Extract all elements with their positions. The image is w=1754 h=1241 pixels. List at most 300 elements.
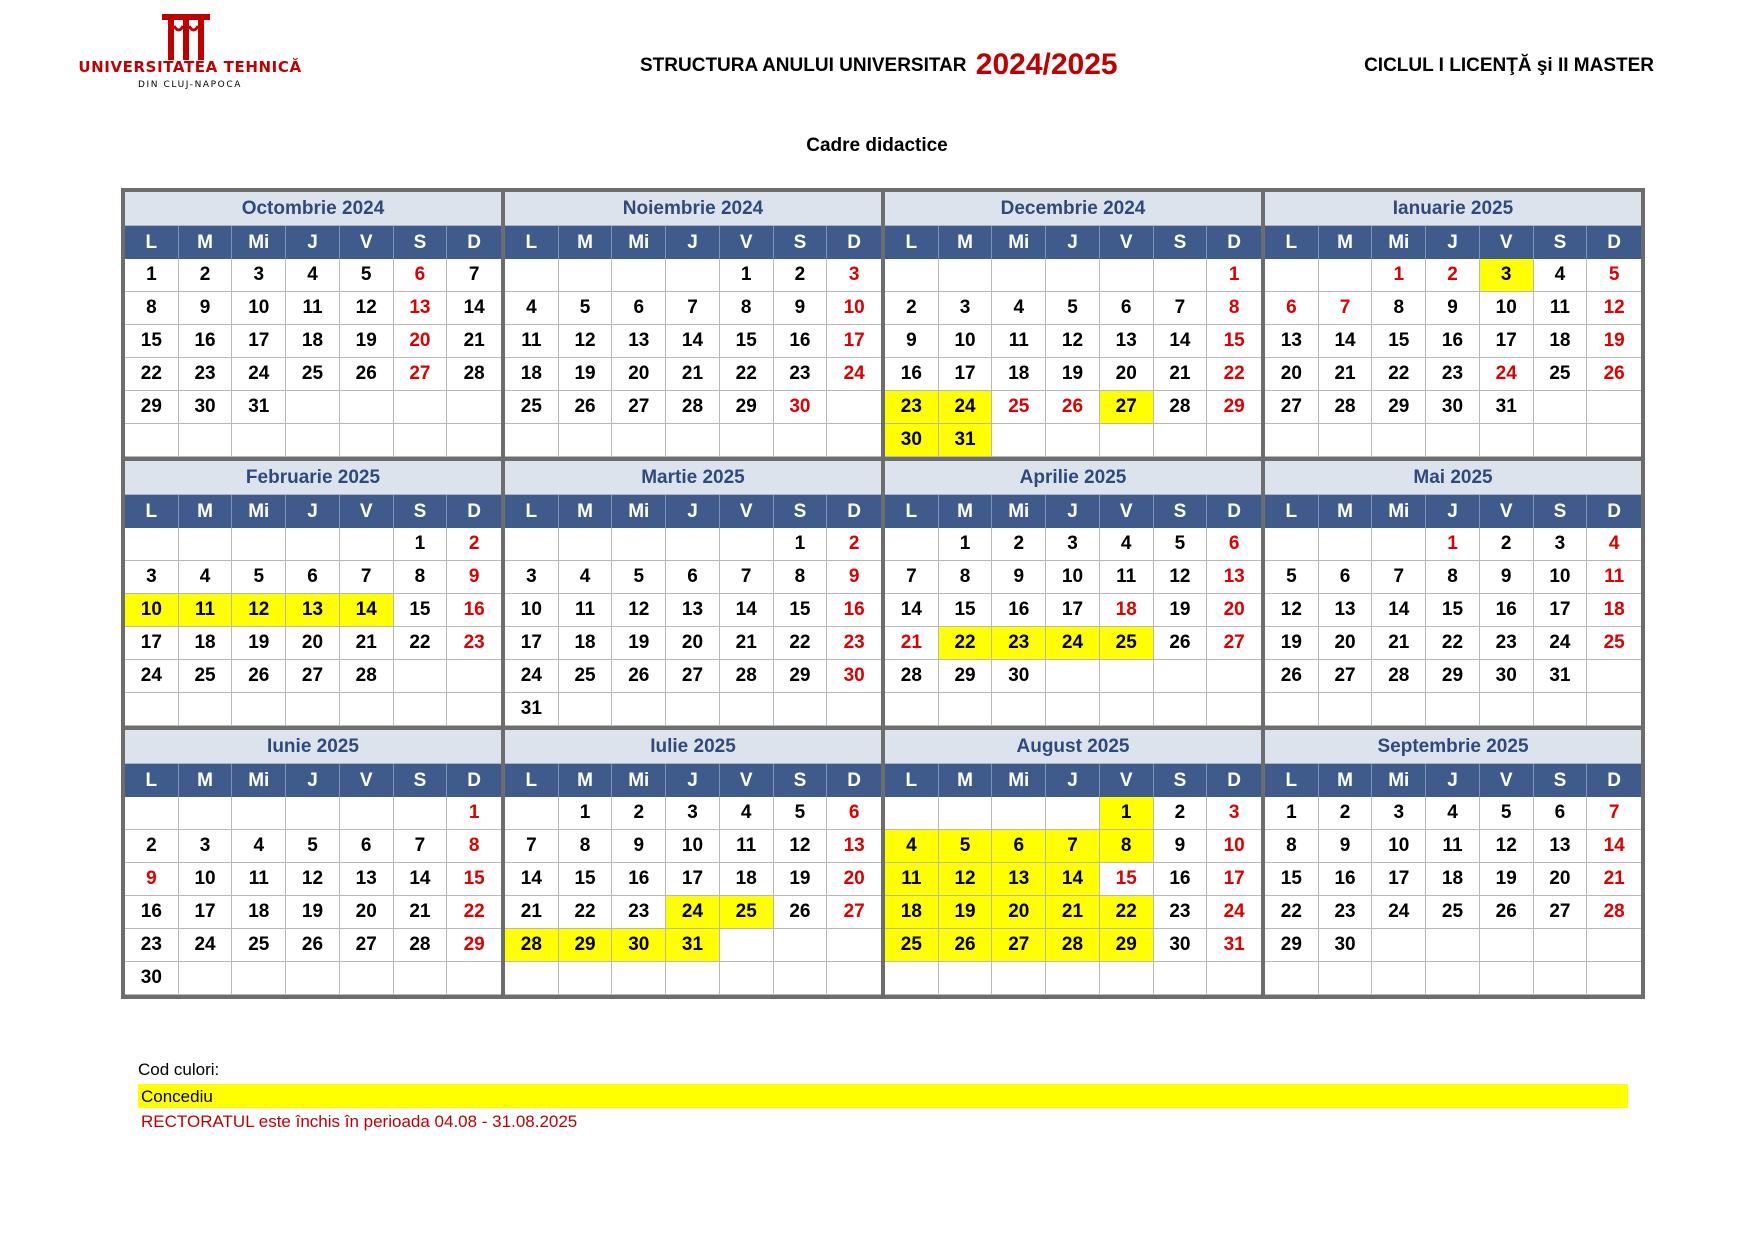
- month-title: Decembrie 2024: [885, 192, 1261, 226]
- empty-day-cell: [720, 962, 774, 995]
- empty-day-cell: [1534, 962, 1588, 995]
- day-cell: 15: [1426, 594, 1480, 627]
- day-cell: 8: [1265, 830, 1319, 863]
- day-cell: 1: [1426, 528, 1480, 561]
- day-cell: 4: [505, 292, 559, 325]
- empty-day-cell: [1319, 259, 1373, 292]
- weekday-header: Mi: [1372, 764, 1426, 797]
- day-cell: 19: [1154, 594, 1208, 627]
- weekday-header: L: [125, 226, 179, 259]
- empty-day-cell: [1426, 693, 1480, 726]
- empty-day-cell: [1587, 929, 1641, 962]
- day-cell: 5: [612, 561, 666, 594]
- weekday-header: L: [1265, 226, 1319, 259]
- empty-day-cell: [827, 391, 881, 424]
- day-grid: [885, 797, 1261, 995]
- weekday-header: V: [340, 495, 394, 528]
- weekday-header: S: [774, 495, 828, 528]
- day-cell: 9: [1426, 292, 1480, 325]
- day-cell: 8: [1100, 830, 1154, 863]
- day-cell: 29: [559, 929, 613, 962]
- empty-day-cell: [774, 693, 828, 726]
- day-cell: 21: [505, 896, 559, 929]
- empty-day-cell: [340, 693, 394, 726]
- weekday-header: L: [505, 764, 559, 797]
- day-cell: 7: [447, 259, 501, 292]
- weekday-header: J: [666, 764, 720, 797]
- weekday-header: L: [885, 495, 939, 528]
- day-cell: 19: [559, 358, 613, 391]
- day-cell: 1: [1265, 797, 1319, 830]
- day-cell: 29: [1265, 929, 1319, 962]
- day-cell: 4: [885, 830, 939, 863]
- empty-day-cell: [1587, 424, 1641, 457]
- day-cell: 20: [286, 627, 340, 660]
- month-block: [1263, 728, 1643, 997]
- weekday-header: Mi: [612, 764, 666, 797]
- empty-day-cell: [1046, 660, 1100, 693]
- day-cell: 8: [720, 292, 774, 325]
- day-cell: 13: [1265, 325, 1319, 358]
- weekday-header: L: [885, 226, 939, 259]
- empty-day-cell: [1372, 528, 1426, 561]
- day-cell: 27: [666, 660, 720, 693]
- empty-day-cell: [885, 962, 939, 995]
- weekday-header: M: [559, 495, 613, 528]
- day-cell: 12: [939, 863, 993, 896]
- weekday-header: J: [666, 226, 720, 259]
- day-cell: 9: [1319, 830, 1373, 863]
- day-cell: 20: [1319, 627, 1373, 660]
- weekday-header-row: [505, 764, 881, 797]
- weekday-header: V: [720, 495, 774, 528]
- day-cell: 5: [286, 830, 340, 863]
- day-cell: 7: [340, 561, 394, 594]
- day-cell: 18: [720, 863, 774, 896]
- empty-day-cell: [1265, 259, 1319, 292]
- empty-day-cell: [232, 962, 286, 995]
- empty-day-cell: [179, 528, 233, 561]
- day-cell: 10: [125, 594, 179, 627]
- day-cell: 28: [1154, 391, 1208, 424]
- day-cell: 10: [827, 292, 881, 325]
- day-cell: 1: [1100, 797, 1154, 830]
- day-cell: 18: [559, 627, 613, 660]
- empty-day-cell: [232, 693, 286, 726]
- empty-day-cell: [505, 528, 559, 561]
- empty-day-cell: [612, 528, 666, 561]
- day-grid: [505, 797, 881, 995]
- day-cell: 4: [1587, 528, 1641, 561]
- empty-day-cell: [1100, 660, 1154, 693]
- weekday-header: S: [394, 226, 448, 259]
- day-cell: 8: [1426, 561, 1480, 594]
- day-cell: 29: [1426, 660, 1480, 693]
- day-cell: 6: [1534, 797, 1588, 830]
- day-cell: 25: [720, 896, 774, 929]
- empty-day-cell: [505, 424, 559, 457]
- empty-day-cell: [1480, 693, 1534, 726]
- empty-day-cell: [232, 424, 286, 457]
- day-cell: 17: [505, 627, 559, 660]
- day-cell: 1: [939, 528, 993, 561]
- day-cell: 12: [1480, 830, 1534, 863]
- day-cell: 12: [340, 292, 394, 325]
- empty-day-cell: [394, 391, 448, 424]
- day-cell: 22: [1265, 896, 1319, 929]
- day-cell: 17: [939, 358, 993, 391]
- empty-day-cell: [505, 797, 559, 830]
- day-cell: 16: [885, 358, 939, 391]
- title-year: 2024/2025: [975, 48, 1118, 81]
- day-cell: 22: [447, 896, 501, 929]
- weekday-header: M: [939, 495, 993, 528]
- day-cell: 18: [286, 325, 340, 358]
- day-cell: 26: [286, 929, 340, 962]
- day-cell: 23: [774, 358, 828, 391]
- weekday-header: D: [1207, 495, 1261, 528]
- day-cell: 23: [885, 391, 939, 424]
- day-cell: 18: [1426, 863, 1480, 896]
- weekday-header: J: [286, 764, 340, 797]
- weekday-header: D: [447, 764, 501, 797]
- day-cell: 22: [1372, 358, 1426, 391]
- day-cell: 17: [1372, 863, 1426, 896]
- weekday-header: Mi: [232, 226, 286, 259]
- empty-day-cell: [286, 962, 340, 995]
- day-cell: 15: [559, 863, 613, 896]
- empty-day-cell: [125, 797, 179, 830]
- day-cell: 24: [666, 896, 720, 929]
- day-grid: [505, 259, 881, 457]
- day-cell: 10: [1480, 292, 1534, 325]
- day-cell: 12: [774, 830, 828, 863]
- empty-day-cell: [1265, 962, 1319, 995]
- day-cell: 19: [1480, 863, 1534, 896]
- empty-day-cell: [666, 693, 720, 726]
- day-cell: 8: [559, 830, 613, 863]
- day-cell: 23: [827, 627, 881, 660]
- weekday-header-row: [125, 226, 501, 259]
- day-cell: 19: [232, 627, 286, 660]
- empty-day-cell: [939, 693, 993, 726]
- day-cell: 14: [1154, 325, 1208, 358]
- weekday-header: L: [505, 226, 559, 259]
- day-cell: 9: [125, 863, 179, 896]
- empty-day-cell: [774, 962, 828, 995]
- month-block: [123, 728, 503, 997]
- day-cell: 17: [125, 627, 179, 660]
- university-city: DIN CLUJ-NAPOCA: [137, 80, 243, 90]
- weekday-header: L: [125, 764, 179, 797]
- month-title: Aprilie 2025: [885, 461, 1261, 495]
- empty-day-cell: [827, 929, 881, 962]
- day-cell: 6: [612, 292, 666, 325]
- day-cell: 11: [720, 830, 774, 863]
- day-cell: 13: [1534, 830, 1588, 863]
- day-cell: 14: [1587, 830, 1641, 863]
- day-cell: 30: [1480, 660, 1534, 693]
- empty-day-cell: [666, 424, 720, 457]
- day-cell: 20: [394, 325, 448, 358]
- empty-day-cell: [1587, 962, 1641, 995]
- month-block: [883, 190, 1263, 459]
- empty-day-cell: [1587, 693, 1641, 726]
- day-cell: 5: [1480, 797, 1534, 830]
- day-cell: 25: [885, 929, 939, 962]
- day-cell: 15: [1207, 325, 1261, 358]
- page-title: [640, 48, 1118, 82]
- day-cell: 25: [1587, 627, 1641, 660]
- day-cell: 11: [885, 863, 939, 896]
- day-cell: 14: [394, 863, 448, 896]
- day-cell: 27: [1265, 391, 1319, 424]
- weekday-header: S: [1534, 226, 1588, 259]
- day-cell: 23: [992, 627, 1046, 660]
- month-title: Februarie 2025: [125, 461, 501, 495]
- weekday-header: J: [1426, 495, 1480, 528]
- day-cell: 26: [559, 391, 613, 424]
- day-cell: 14: [1319, 325, 1373, 358]
- weekday-header: V: [720, 764, 774, 797]
- day-cell: 24: [827, 358, 881, 391]
- weekday-header-row: [125, 764, 501, 797]
- day-cell: 4: [1534, 259, 1588, 292]
- empty-day-cell: [992, 797, 1046, 830]
- day-cell: 13: [992, 863, 1046, 896]
- weekday-header: L: [885, 764, 939, 797]
- empty-day-cell: [1154, 962, 1208, 995]
- day-cell: 6: [1319, 561, 1373, 594]
- weekday-header: M: [939, 764, 993, 797]
- weekday-header: J: [666, 495, 720, 528]
- day-cell: 14: [1372, 594, 1426, 627]
- day-cell: 13: [1207, 561, 1261, 594]
- day-cell: 10: [179, 863, 233, 896]
- empty-day-cell: [612, 693, 666, 726]
- day-cell: 10: [232, 292, 286, 325]
- weekday-header-row: [505, 495, 881, 528]
- day-cell: 18: [179, 627, 233, 660]
- legend-rectorate-note: RECTORATUL este închis în perioada 04.08 - 31.08.2025: [141, 1112, 578, 1131]
- day-cell: 22: [939, 627, 993, 660]
- day-cell: 10: [505, 594, 559, 627]
- day-cell: 27: [394, 358, 448, 391]
- day-cell: 18: [1587, 594, 1641, 627]
- day-cell: 30: [1154, 929, 1208, 962]
- day-cell: 14: [666, 325, 720, 358]
- empty-day-cell: [505, 259, 559, 292]
- day-cell: 18: [885, 896, 939, 929]
- weekday-header: D: [1207, 764, 1261, 797]
- day-cell: 10: [1046, 561, 1100, 594]
- day-cell: 30: [774, 391, 828, 424]
- day-cell: 29: [1372, 391, 1426, 424]
- day-cell: 2: [1480, 528, 1534, 561]
- day-cell: 11: [559, 594, 613, 627]
- day-cell: 11: [1587, 561, 1641, 594]
- empty-day-cell: [885, 693, 939, 726]
- day-cell: 5: [1587, 259, 1641, 292]
- empty-day-cell: [447, 391, 501, 424]
- empty-day-cell: [992, 693, 1046, 726]
- day-grid: [125, 797, 501, 995]
- empty-day-cell: [885, 797, 939, 830]
- weekday-header: V: [340, 764, 394, 797]
- empty-day-cell: [1265, 528, 1319, 561]
- day-cell: 18: [505, 358, 559, 391]
- day-cell: 22: [559, 896, 613, 929]
- day-cell: 15: [939, 594, 993, 627]
- month-title: Martie 2025: [505, 461, 881, 495]
- empty-day-cell: [559, 259, 613, 292]
- weekday-header: J: [1046, 764, 1100, 797]
- empty-day-cell: [1426, 962, 1480, 995]
- day-cell: 26: [232, 660, 286, 693]
- empty-day-cell: [1319, 528, 1373, 561]
- day-cell: 10: [1534, 561, 1588, 594]
- empty-day-cell: [179, 962, 233, 995]
- empty-day-cell: [340, 962, 394, 995]
- empty-day-cell: [447, 424, 501, 457]
- day-cell: 30: [179, 391, 233, 424]
- day-cell: 2: [447, 528, 501, 561]
- empty-day-cell: [1480, 424, 1534, 457]
- day-cell: 5: [559, 292, 613, 325]
- study-cycle: CICLUL I LICENŢĂ şi II MASTER: [1364, 55, 1654, 76]
- day-cell: 22: [1207, 358, 1261, 391]
- day-cell: 31: [1480, 391, 1534, 424]
- weekday-header: Mi: [992, 495, 1046, 528]
- day-cell: 14: [1046, 863, 1100, 896]
- day-cell: 11: [232, 863, 286, 896]
- day-cell: 25: [286, 358, 340, 391]
- day-cell: 4: [232, 830, 286, 863]
- weekday-header: J: [286, 495, 340, 528]
- day-cell: 2: [1154, 797, 1208, 830]
- day-cell: 8: [125, 292, 179, 325]
- day-cell: 1: [125, 259, 179, 292]
- weekday-header: S: [774, 226, 828, 259]
- empty-day-cell: [232, 528, 286, 561]
- day-cell: 6: [992, 830, 1046, 863]
- weekday-header: M: [1319, 495, 1373, 528]
- day-grid: [505, 528, 881, 726]
- day-cell: 28: [505, 929, 559, 962]
- day-cell: 19: [1587, 325, 1641, 358]
- month-block: [1263, 190, 1643, 459]
- day-cell: 11: [1534, 292, 1588, 325]
- weekday-header: Mi: [992, 764, 1046, 797]
- day-cell: 5: [1046, 292, 1100, 325]
- day-cell: 5: [1265, 561, 1319, 594]
- day-cell: 23: [1426, 358, 1480, 391]
- day-cell: 17: [1046, 594, 1100, 627]
- weekday-header: Mi: [232, 495, 286, 528]
- empty-day-cell: [885, 259, 939, 292]
- day-cell: 1: [1372, 259, 1426, 292]
- day-cell: 13: [612, 325, 666, 358]
- weekday-header-row: [885, 495, 1261, 528]
- weekday-header: D: [827, 495, 881, 528]
- day-cell: 24: [505, 660, 559, 693]
- day-cell: 24: [232, 358, 286, 391]
- utcn-logo-icon: [160, 14, 212, 60]
- day-cell: 7: [1587, 797, 1641, 830]
- weekday-header: M: [559, 226, 613, 259]
- day-cell: 21: [1046, 896, 1100, 929]
- day-cell: 11: [179, 594, 233, 627]
- weekday-header: J: [1046, 495, 1100, 528]
- day-cell: 28: [340, 660, 394, 693]
- weekday-header-row: [505, 226, 881, 259]
- weekday-header: S: [1154, 764, 1208, 797]
- weekday-header: V: [1100, 495, 1154, 528]
- weekday-header: S: [1534, 495, 1588, 528]
- day-cell: 17: [232, 325, 286, 358]
- day-cell: 7: [1372, 561, 1426, 594]
- empty-day-cell: [992, 259, 1046, 292]
- day-cell: 3: [827, 259, 881, 292]
- day-cell: 19: [939, 896, 993, 929]
- weekday-header: S: [394, 764, 448, 797]
- month-block: [1263, 459, 1643, 728]
- month-title: Noiembrie 2024: [505, 192, 881, 226]
- day-cell: 14: [505, 863, 559, 896]
- day-cell: 4: [992, 292, 1046, 325]
- empty-day-cell: [1534, 424, 1588, 457]
- month-title: Septembrie 2025: [1265, 730, 1641, 764]
- empty-day-cell: [286, 528, 340, 561]
- day-cell: 9: [179, 292, 233, 325]
- weekday-header: J: [286, 226, 340, 259]
- empty-day-cell: [340, 391, 394, 424]
- empty-day-cell: [559, 424, 613, 457]
- empty-day-cell: [666, 259, 720, 292]
- day-cell: 28: [1319, 391, 1373, 424]
- day-cell: 2: [125, 830, 179, 863]
- empty-day-cell: [774, 424, 828, 457]
- day-cell: 12: [286, 863, 340, 896]
- day-cell: 17: [1207, 863, 1261, 896]
- month-block: [503, 459, 883, 728]
- empty-day-cell: [559, 962, 613, 995]
- day-cell: 30: [1319, 929, 1373, 962]
- day-cell: 12: [1046, 325, 1100, 358]
- day-cell: 23: [1154, 896, 1208, 929]
- day-cell: 4: [179, 561, 233, 594]
- day-cell: 3: [1207, 797, 1261, 830]
- month-title: Octombrie 2024: [125, 192, 501, 226]
- day-cell: 26: [612, 660, 666, 693]
- day-grid: [125, 528, 501, 726]
- empty-day-cell: [286, 797, 340, 830]
- empty-day-cell: [939, 259, 993, 292]
- day-cell: 9: [827, 561, 881, 594]
- weekday-header: M: [179, 764, 233, 797]
- weekday-header: V: [1480, 495, 1534, 528]
- legend-title: Cod culori:: [138, 1060, 220, 1079]
- empty-day-cell: [286, 391, 340, 424]
- empty-day-cell: [1534, 391, 1588, 424]
- day-cell: 20: [992, 896, 1046, 929]
- empty-day-cell: [720, 693, 774, 726]
- weekday-header: Mi: [1372, 495, 1426, 528]
- empty-day-cell: [612, 962, 666, 995]
- day-cell: 29: [720, 391, 774, 424]
- empty-day-cell: [559, 693, 613, 726]
- day-cell: 22: [125, 358, 179, 391]
